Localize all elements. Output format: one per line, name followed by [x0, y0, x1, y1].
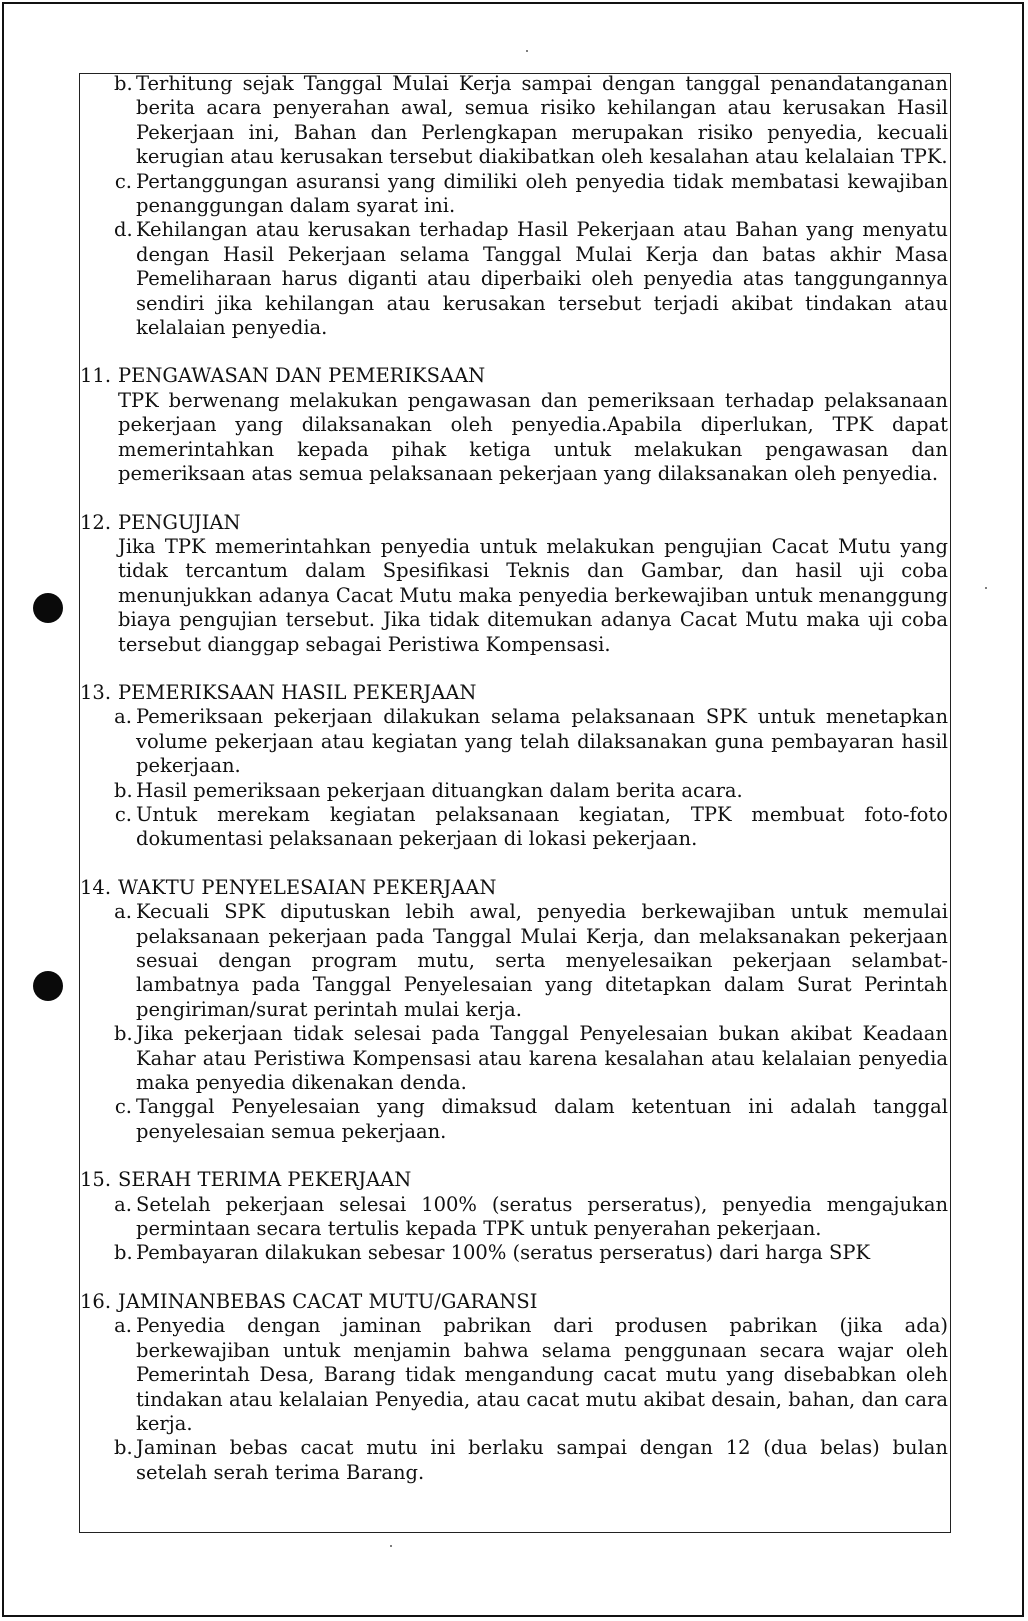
section-heading	[80, 1290, 952, 1314]
list-item	[114, 170, 952, 219]
section-list	[80, 705, 952, 851]
item-label: c.	[114, 169, 132, 193]
item-text: Terhitung sejak Tanggal Mulai Kerja sampai dengan tanggal penandatanganan berita acara penyerahan awal, semua risiko kehilangan atau kerusakan Hasil Pekerjaan ini, Bahan dan Perlengkapan merupakan risiko penyedia, kecuali kerugian atau kerusakan tersebut diakibatkan oleh kesalahan atau kelalaian TPK.	[136, 72, 948, 169]
section-list	[80, 1193, 952, 1266]
list-item	[114, 1095, 952, 1144]
item-text: Jika pekerjaan tidak selesai pada Tanggal Penyelesaian bukan akibat Keadaan Kahar atau Peristiwa Kompensasi atau karena kesalahan atau kelalaian penyedia maka penyedia dikenakan denda.	[136, 1022, 948, 1095]
item-text: Tanggal Penyelesaian yang dimaksud dalam ketentuan ini adalah tanggal penyelesaian semua pekerjaan.	[136, 1095, 948, 1143]
scan-speck	[985, 587, 987, 589]
section-title: JAMINANBEBAS CACAT MUTU/GARANSI	[118, 1289, 538, 1313]
section-heading	[80, 364, 952, 388]
item-label: a.	[114, 705, 132, 729]
section-number: 16.	[80, 1289, 112, 1313]
item-label: d.	[114, 218, 133, 242]
list-item	[114, 1022, 952, 1095]
list-item	[114, 72, 952, 170]
item-text: Pembayaran dilakukan sebesar 100% (seratus perseratus) dari harga SPK	[136, 1241, 871, 1265]
section-15	[80, 1168, 952, 1266]
section-11	[80, 364, 952, 486]
section-heading	[80, 1168, 952, 1192]
section-number: 12.	[80, 510, 112, 534]
document-body	[80, 72, 952, 1485]
list-item	[114, 1241, 952, 1265]
item-text: Penyedia dengan jaminan pabrikan dari produsen pabrikan (jika ada) berkewajiban untuk menjamin bahwa selama penggunaan secara wajar oleh Pemerintah Desa, Barang tidak mengandung cacat mutu yang disebabkan oleh tindakan atau kelalaian Penyedia, atau cacat mutu akibat desain, bahan, dan cara kerja.	[136, 1314, 948, 1435]
scan-speck	[526, 50, 528, 52]
list-item	[114, 705, 952, 778]
section-title: WAKTU PENYELESAIAN PEKERJAAN	[118, 875, 497, 899]
section-list	[80, 900, 952, 1144]
item-label: c.	[114, 802, 132, 826]
list-item	[114, 1314, 952, 1436]
item-label: a.	[114, 1314, 132, 1338]
list-item	[114, 803, 952, 852]
section-number: 11.	[80, 364, 112, 388]
item-label: a.	[114, 900, 132, 924]
scan-speck	[390, 1545, 392, 1547]
list-item	[114, 779, 952, 803]
item-label: c.	[114, 1095, 132, 1119]
item-label: b.	[114, 1241, 133, 1265]
item-text: Pertanggungan asuransi yang dimiliki oleh penyedia tidak membatasi kewajiban penanggungan dalam syarat ini.	[136, 169, 948, 218]
intro-list	[80, 72, 952, 340]
section-14	[80, 876, 952, 1144]
section-paragraph: TPK berwenang melakukan pengawasan dan pemeriksaan terhadap pelaksanaan pekerjaan yang dilaksanakan oleh penyedia.Apabila diperlukan, TPK dapat memerintahkan kepada pihak ketiga untuk melakukan pengawasan dan pemeriksaan atas semua pelaksanaan pekerjaan yang dilaksanakan oleh penyedia.	[118, 388, 948, 486]
section-title: PEMERIKSAAN HASIL PEKERJAAN	[118, 680, 477, 704]
item-label: a.	[114, 1192, 132, 1216]
section-paragraph: Jika TPK memerintahkan penyedia untuk melakukan pengujian Cacat Mutu yang tidak tercantum dalam Spesifikasi Teknis dan Gambar, dan hasil uji coba menunjukkan adanya Cacat Mutu maka penyedia berkewajiban untuk menanggung biaya pengujian tersebut. Jika tidak ditemukan adanya Cacat Mutu maka uji coba tersebut dianggap sebagai Peristiwa Kompensasi.	[118, 534, 948, 656]
punch-hole-bottom	[33, 971, 63, 1001]
section-number: 14.	[80, 875, 112, 899]
section-heading	[80, 681, 952, 705]
section-title: PENGAWASAN DAN PEMERIKSAAN	[118, 364, 486, 388]
list-item	[114, 1436, 952, 1485]
section-13	[80, 681, 952, 852]
section-heading	[80, 876, 952, 900]
list-item	[114, 218, 952, 340]
item-text: Setelah pekerjaan selesai 100% (seratus perseratus), penyedia mengajukan permintaan secara tertulis kepada TPK untuk penyerahan pekerjaan.	[136, 1192, 948, 1241]
item-text: Kecuali SPK diputuskan lebih awal, penyedia berkewajiban untuk memulai pelaksanaan pekerjaan pada Tanggal Mulai Kerja, dan melaksanakan pekerjaan sesuai dengan program mutu, serta menyelesaikan pekerjaan selambat-lambatnya pada Tanggal Penyelesaian yang ditetapkan dalam Surat Perintah pengiriman/surat perintah mulai kerja.	[136, 900, 948, 1021]
punch-hole-top	[33, 593, 63, 623]
item-label: b.	[114, 1022, 133, 1046]
item-label: b.	[114, 778, 133, 802]
section-title: PENGUJIAN	[118, 510, 241, 534]
list-item	[114, 900, 952, 1022]
section-16	[80, 1290, 952, 1485]
section-number: 15.	[80, 1168, 112, 1192]
item-text: Untuk merekam kegiatan pelaksanaan kegiatan, TPK membuat foto-foto dokumentasi pelaksanaan pekerjaan di lokasi pekerjaan.	[136, 802, 948, 851]
section-title: SERAH TERIMA PEKERJAAN	[118, 1168, 412, 1192]
section-12	[80, 511, 952, 657]
item-text: Pemeriksaan pekerjaan dilakukan selama pelaksanaan SPK untuk menetapkan volume pekerjaan atau kegiatan yang telah dilaksanakan guna pembayaran hasil pekerjaan.	[136, 705, 948, 778]
section-list	[80, 1314, 952, 1485]
item-label: b.	[114, 1436, 133, 1460]
item-text: Jaminan bebas cacat mutu ini berlaku sampai dengan 12 (dua belas) bulan setelah serah terima Barang.	[136, 1436, 948, 1484]
section-number: 13.	[80, 680, 112, 704]
item-text: Kehilangan atau kerusakan terhadap Hasil Pekerjaan atau Bahan yang menyatu dengan Hasil Pekerjaan selama Tanggal Mulai Kerja dan batas akhir Masa Pemeliharaan harus diganti atau diperbaiki oleh penyedia atas tanggungannya sendiri jika kehilangan atau kerusakan tersebut terjadi akibat tindakan atau kelalaian penyedia.	[136, 218, 948, 340]
item-text: Hasil pemeriksaan pekerjaan dituangkan dalam berita acara.	[136, 778, 743, 802]
section-heading	[80, 511, 952, 535]
list-item	[114, 1193, 952, 1242]
item-label: b.	[114, 72, 133, 95]
